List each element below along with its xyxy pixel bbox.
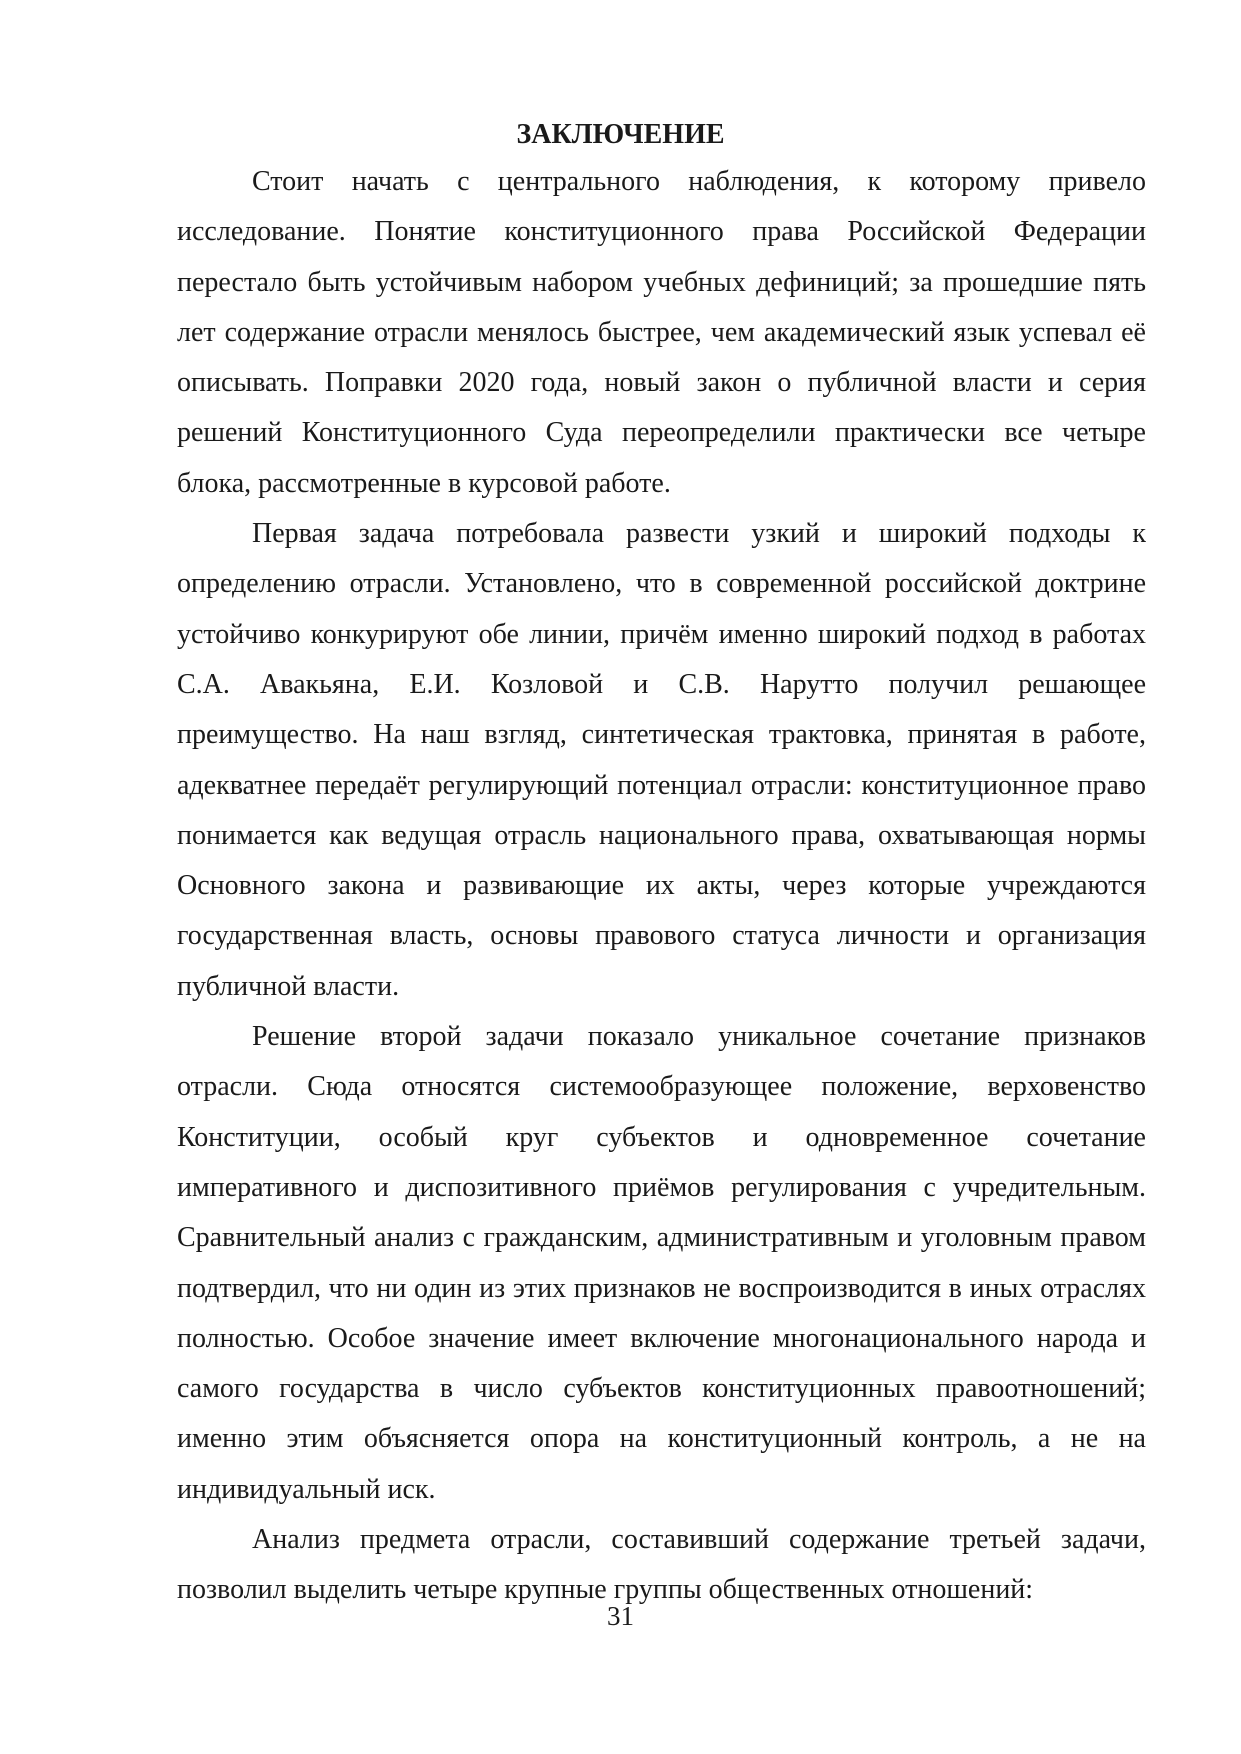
page-number: 31: [607, 1601, 634, 1631]
paragraph: Анализ предмета отрасли, составивший содержание третьей задачи, позволил выделить четыре крупные группы общественных отношений:: [177, 1524, 1146, 1606]
paragraph: Решение второй задачи показало уникальное сочетание признаков отрасли. Сюда относятся системообразующее положение, верховенство Конституции, особый круг субъектов и одновременное сочетание императивного и диспозитивного приёмов регулирования с учредительным. Сравнительный анализ с гражданским, административным и уголовным правом подтвердил, что ни один из этих признаков не воспроизводится в иных отраслях полностью. Особое значение имеет включение многонационального народа и самого государства в число субъектов конституционных правоотношений; именно этим объясняется опора на конституционный контроль, а не на индивидуальный иск.: [177, 1021, 1146, 1505]
section-heading: ЗАКЛЮЧЕНИЕ: [516, 119, 725, 150]
body-text: [177, 157, 1146, 1616]
paragraph: Первая задача потребовала развести узкий и широкий подходы к определению отрасли. Установлено, что в современной российской доктрине устойчиво конкурируют обе линии, причём именно широкий подход в работах С.А. Авакьяна, Е.И. Козловой и С.В. Нарутто получил решающее преимущество. На наш взгляд, синтетическая трактовка, принятая в работе, адекватнее передаёт регулирующий потенциал отрасли: конституционное право понимается как ведущая отрасль национального права, охватывающая нормы Основного закона и развивающие их акты, через которые учреждаются государственная власть, основы правового статуса личности и организация публичной власти.: [177, 518, 1146, 1002]
paragraph: Стоит начать с центрального наблюдения, к которому привело исследование. Понятие конституционного права Российской Федерации перестало быть устойчивым набором учебных дефиниций; за прошедшие пять лет содержание отрасли менялось быстрее, чем академический язык успевал её описывать. Поправки 2020 года, новый закон о публичной власти и серия решений Конституционного Суда переопределили практически все четыре блока, рассмотренные в курсовой работе.: [177, 166, 1146, 499]
